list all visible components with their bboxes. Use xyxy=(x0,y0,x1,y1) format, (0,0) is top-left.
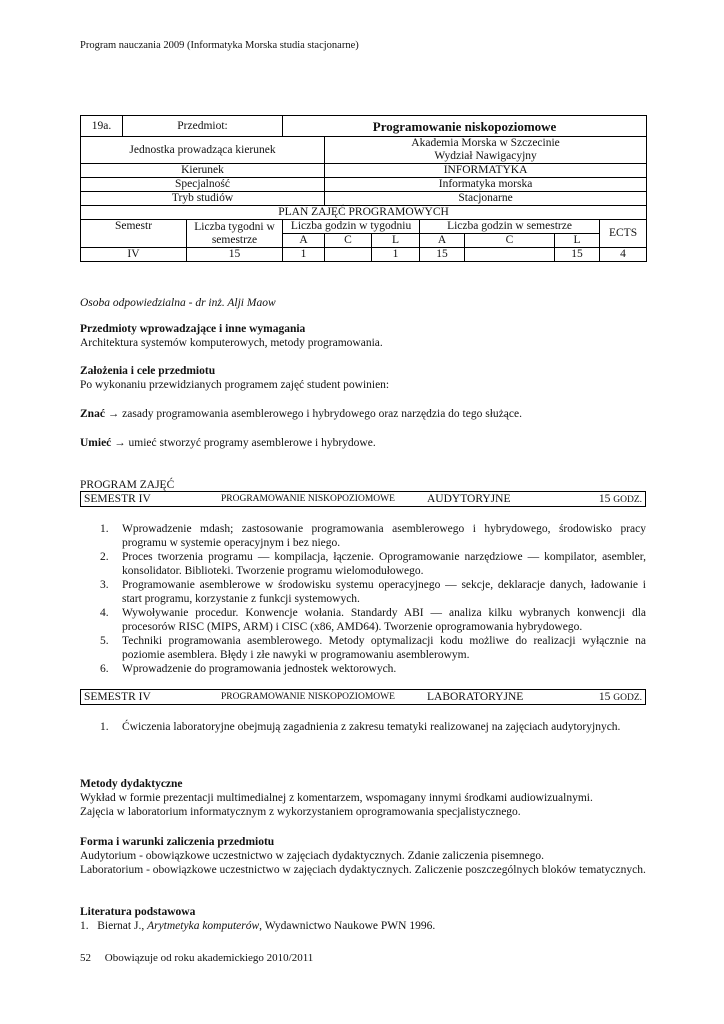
footer-text: Obowiązuje od roku akademickiego 2010/2011 xyxy=(104,952,314,964)
row-semester: IV xyxy=(81,248,187,262)
unit-label: Jednostka prowadząca kierunek xyxy=(81,137,325,164)
program-title: PROGRAM ZAJĘĆ xyxy=(80,479,175,491)
literature-num: 1. xyxy=(80,920,89,932)
bar-semester: SEMESTR IV xyxy=(84,493,151,505)
subject-title: Programowanie niskopoziomowe xyxy=(283,116,647,137)
sub-a-sem: A xyxy=(420,234,465,248)
list-text: Wprowadzenie mdash; zastosowanie programowania asemblerowego i hybrydowego, środowisko pracy programu w systemie operacyjnym i bez niego. xyxy=(122,523,646,549)
goals-section xyxy=(80,364,646,392)
list-item xyxy=(80,578,646,606)
literature-publisher: , Wydawnictwo Naukowe PWN 1996. xyxy=(259,920,436,932)
methods-title: Metody dydaktyczne xyxy=(80,778,183,790)
list-num: 1. xyxy=(100,523,109,535)
list-item xyxy=(80,550,646,578)
col-weeks: Liczba tygodni w semestrze xyxy=(187,220,283,248)
bar-hours xyxy=(599,690,642,705)
mode-label: Tryb studiów xyxy=(81,192,325,206)
list-num: 1. xyxy=(100,721,109,733)
methods-line1: Wykład w formie prezentacji multimedialnej z komentarzem, wspomagany innymi środkami audiowizualnymi. xyxy=(80,792,593,804)
list-item xyxy=(80,720,646,734)
list-text: Wprowadzenie do programowania jednostek wektorowych. xyxy=(122,663,397,675)
col-semester: Semestr xyxy=(81,220,187,248)
list-item xyxy=(80,606,646,634)
literature-title: Literatura podstawowa xyxy=(80,906,196,918)
direction-value: INFORMATYKA xyxy=(325,164,647,178)
row-sem-l: 15 xyxy=(555,248,600,262)
literature-item xyxy=(80,919,646,933)
can-line xyxy=(80,436,646,450)
methods-section xyxy=(80,777,646,819)
list-num: 3. xyxy=(100,579,109,591)
literature-section xyxy=(80,905,646,933)
goals-text: Po wykonaniu przewidzianych programem zajęć student powinien: xyxy=(80,379,390,391)
arrow-icon: → xyxy=(107,408,120,420)
direction-label: Kierunek xyxy=(81,164,325,178)
bar-type: LABORATORYJNE xyxy=(427,691,524,703)
list-text: Wywoływanie procedur. Konwencje wołania. Standardy ABI — analiza kilku wybranych konwencji dla procesorów RISC (MIPS, ARM) i CISC (x86, AMD64). Tworzenie oprogramowania hybrydowego. xyxy=(122,607,646,633)
bar-hours-value: 15 xyxy=(598,691,611,703)
sub-l-week: L xyxy=(372,234,420,248)
sub-a-week: A xyxy=(283,234,325,248)
methods-line2: Zajęcia w laboratorium informatycznym z wykorzystaniem oprogramowania specjalistycznego. xyxy=(80,806,521,818)
know-label: Znać xyxy=(80,408,105,420)
row-weeks: 15 xyxy=(187,248,283,262)
prereq-text: Architektura systemów komputerowych, metody programowania. xyxy=(80,337,383,349)
bar-hours-unit: GODZ. xyxy=(613,495,642,505)
can-text: umieć stworzyć programy asemblerowe i hybrydowe. xyxy=(128,437,376,449)
col-hours-week: Liczba godzin w tygodniu xyxy=(283,220,420,234)
running-header: Program nauczania 2009 (Informatyka Morska studia stacjonarne) xyxy=(80,40,359,51)
list-num: 5. xyxy=(100,635,109,647)
list-text: Programowanie asemblerowe w środowisku systemu operacyjnego — sekcje, deklaracje danych, ładowanie i start programu, korzystanie z funkcji systemowych. xyxy=(122,579,646,605)
row-sem-c xyxy=(465,248,555,262)
list-text: Ćwiczenia laboratoryjne obejmują zagadnienia z zakresu tematyki realizowanej na zajęciach audytoryjnych. xyxy=(122,721,621,733)
can-label: Umieć xyxy=(80,437,112,449)
bar-subject: PROGRAMOWANIE NISKOPOZIOMOWE xyxy=(221,692,395,702)
sub-c-sem: C xyxy=(465,234,555,248)
row-ects: 4 xyxy=(600,248,647,262)
list-item xyxy=(80,522,646,550)
row-week-c xyxy=(325,248,372,262)
subject-label: Przedmiot: xyxy=(123,116,283,137)
lab-list xyxy=(80,720,646,734)
responsible-person: Osoba odpowiedzialna - dr inż. Alji Maow xyxy=(80,297,276,309)
list-text: Techniki programowania asemblerowego. Metody optymalizacji kodu możliwe do realizacji wyłącznie na poziomie asemblera. Błędy i złe nawyki w programowaniu asemblerowym. xyxy=(122,635,646,661)
goals-title: Założenia i cele przedmiotu xyxy=(80,365,216,377)
list-num: 4. xyxy=(100,607,109,619)
bar-type: AUDYTORYJNE xyxy=(427,493,511,505)
literature-author: Biernat J., xyxy=(97,920,145,932)
unit-value xyxy=(325,137,647,164)
assessment-line2: Laboratorium - obowiązkowe uczestnictwo w zajęciach dydaktycznych. Zaliczenie poszczególnych bloków tematycznych. xyxy=(80,864,646,876)
literature-book: Arytmetyka komputerów xyxy=(147,920,260,932)
know-text: zasady programowania asemblerowego i hybrydowego oraz narzędzia do tego służące. xyxy=(122,408,522,420)
specialty-value: Informatyka morska xyxy=(325,178,647,192)
bar-hours xyxy=(599,492,642,507)
lecture-list xyxy=(80,522,646,676)
mode-value: Stacjonarne xyxy=(325,192,647,206)
bar-hours-value: 15 xyxy=(598,493,611,505)
sub-c-week: C xyxy=(325,234,372,248)
assessment-section xyxy=(80,835,646,877)
list-item xyxy=(80,634,646,662)
know-line xyxy=(80,407,646,421)
unit-value-line2: Wydział Nawigacyjny xyxy=(434,150,537,162)
col-hours-sem: Liczba godzin w semestrze xyxy=(420,220,600,234)
semester-bar-lectures xyxy=(80,491,646,507)
arrow-icon: → xyxy=(114,437,126,449)
prereq-title: Przedmioty wprowadzające i inne wymagania xyxy=(80,323,306,335)
plan-header: PLAN ZAJĘĆ PROGRAMOWYCH xyxy=(81,206,647,220)
list-item xyxy=(80,662,646,676)
page-footer xyxy=(80,952,313,964)
col-ects: ECTS xyxy=(600,220,647,248)
semester-bar-labs xyxy=(80,689,646,705)
course-info-table xyxy=(80,115,647,262)
row-week-a: 1 xyxy=(283,248,325,262)
page-number: 52 xyxy=(80,952,91,964)
specialty-label: Specjalność xyxy=(81,178,325,192)
assessment-title: Forma i warunki zaliczenia przedmiotu xyxy=(80,836,275,848)
bar-hours-unit: GODZ. xyxy=(613,693,642,703)
row-week-l: 1 xyxy=(372,248,420,262)
list-num: 6. xyxy=(100,663,109,675)
course-number: 19a. xyxy=(81,116,123,137)
unit-value-line1: Akademia Morska w Szczecinie xyxy=(411,137,560,149)
assessment-line1: Audytorium - obowiązkowe uczestnictwo w zajęciach dydaktycznych. Zdanie zaliczenia pisemnego. xyxy=(80,850,544,862)
prereq-section xyxy=(80,322,646,350)
row-sem-a: 15 xyxy=(420,248,465,262)
list-num: 2. xyxy=(100,551,109,563)
sub-l-sem: L xyxy=(555,234,600,248)
bar-semester: SEMESTR IV xyxy=(84,691,151,703)
bar-subject: PROGRAMOWANIE NISKOPOZIOMOWE xyxy=(221,494,395,504)
list-text: Proces tworzenia programu — kompilacja, łączenie. Oprogramowanie narzędziowe — kompilator, asembler, konsolidator. Biblioteki. Tworzenie programu wielomodułowego. xyxy=(122,551,646,577)
